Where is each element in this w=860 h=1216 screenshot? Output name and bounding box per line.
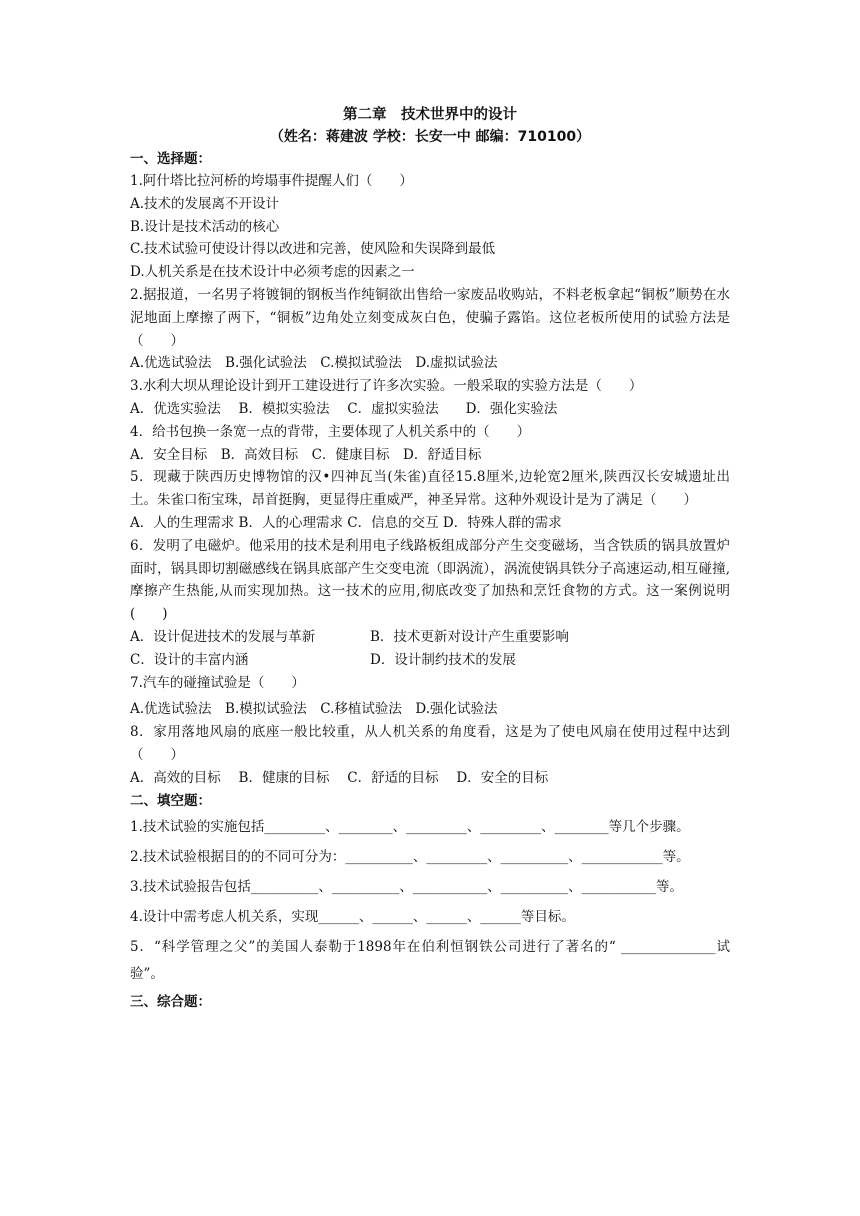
option-c: C．设计的丰富内涵 bbox=[130, 651, 249, 668]
question-stem: 5．现藏于陕西历史博物馆的汉•四神瓦当(朱雀)直径15.8厘米,边轮宽2厘米,陕西汉长安城遗址出土。朱雀口衔宝珠，昂首挺胸，更显得庄重威严，神圣异常。这种外观设计是为了满足（ ） bbox=[130, 469, 730, 509]
question-5 bbox=[130, 466, 730, 534]
question-1 bbox=[130, 170, 730, 284]
options-row-2 bbox=[130, 649, 730, 672]
question-stem: 7.汽车的碰撞试验是（ ） bbox=[130, 674, 305, 691]
option-a: A.技术的发展离不开设计 bbox=[130, 195, 280, 212]
section-heading-comprehensive: 三、综合题： bbox=[130, 993, 211, 1010]
question-3 bbox=[130, 375, 730, 421]
question-options: A．人的生理需求 B．人的心理需求 C．信息的交互 D．特殊人群的需求 bbox=[130, 514, 562, 531]
fill-question-1: 1.技术试验的实施包括_________、________、_________、_________、________等几个步骤。 bbox=[130, 818, 690, 835]
option-d: D.人机关系是在技术设计中必须考虑的因素之一 bbox=[130, 264, 415, 281]
page-title: 第二章 技术世界中的设计 bbox=[343, 107, 517, 123]
section-heading-fill: 二、填空题： bbox=[130, 792, 211, 809]
question-4 bbox=[130, 421, 730, 467]
document-page bbox=[130, 104, 730, 1013]
question-8 bbox=[130, 721, 730, 789]
question-stem: 4．给书包换一条宽一点的背带，主要体现了人机关系中的（ ） bbox=[130, 423, 531, 440]
fill-question-5: 5．“科学管理之父”的美国人泰勒于1898年在伯利恒钢铁公司进行了著名的“ ______________试验”。 bbox=[130, 938, 730, 982]
option-c: C.技术试验可使设计得以改进和完善，使风险和失误降到最低 bbox=[130, 241, 496, 258]
option-b: B.设计是技术活动的核心 bbox=[130, 218, 280, 235]
option-d: D．设计制约技术的发展 bbox=[370, 651, 516, 668]
fill-question-2: 2.技术试验根据目的的不同可分为：__________、_________、__________、____________等。 bbox=[130, 848, 690, 865]
question-7 bbox=[130, 672, 730, 722]
question-2 bbox=[130, 284, 730, 375]
question-options: A.优选试验法 B.模拟试验法 C.移植试验法 D.强化试验法 bbox=[130, 701, 498, 718]
question-6 bbox=[130, 535, 730, 672]
fill-question-4: 4.设计中需考虑人机关系，实现______、______、______、______等目标。 bbox=[130, 908, 575, 925]
option-a: A．设计促进技术的发展与革新 bbox=[130, 628, 316, 645]
options-row-1 bbox=[130, 626, 730, 649]
option-b: B．技术更新对设计产生重要影响 bbox=[370, 628, 569, 645]
question-stem: 6．发明了电磁炉。他采用的技术是利用电子线路板组成部分产生交变磁场，当含铁质的锅具放置炉面时，锅具即切割磁感线在锅具底部产生交变电流（即涡流），涡流使锅具铁分子高速运动,相互碰撞,摩擦产生热能,从而实现加热。这一技术的应用,彻底改变了加热和烹饪食物的方式。这一案例说明( ) bbox=[130, 537, 730, 623]
question-stem: 1.阿什塔比拉河桥的垮塌事件提醒人们（ ） bbox=[130, 173, 413, 189]
section-heading-choice: 一、选择题： bbox=[130, 151, 211, 167]
question-stem: 8．家用落地风扇的底座一般比较重，从人机关系的角度看，这是为了使电风扇在使用过程中达到（ ） bbox=[130, 724, 730, 763]
question-options: A．高效的目标 B．健康的目标 C．舒适的目标 D．安全的目标 bbox=[130, 769, 549, 786]
question-options: A．安全目标 B．高效目标 C．健康目标 D．舒适目标 bbox=[130, 446, 482, 463]
question-stem: 2.据报道，一名男子将镀铜的钢板当作纯铜欲出售给一家废品收购站，不料老板拿起“铜板”顺势在水泥地面上摩擦了两下，“铜板”边角处立刻变成灰白色，使骗子露馅。这位老板所使用的试验方法是（ ） bbox=[130, 286, 730, 349]
fill-question-3: 3.技术试验报告包括__________、__________、___________、__________、___________等。 bbox=[130, 878, 683, 895]
question-stem: 3.水利大坝从理论设计到开工建设进行了许多次实验。一般采取的实验方法是（ ） bbox=[130, 378, 643, 395]
question-options: A．优选实验法 B．模拟实验法 C．虚拟实验法 D．强化实验法 bbox=[130, 400, 558, 417]
author-info: （姓名：蒋建波 学校：长安一中 邮编：710100） bbox=[269, 129, 591, 145]
question-options: A.优选试验法 B.强化试验法 C.模拟试验法 D.虚拟试验法 bbox=[130, 355, 498, 372]
